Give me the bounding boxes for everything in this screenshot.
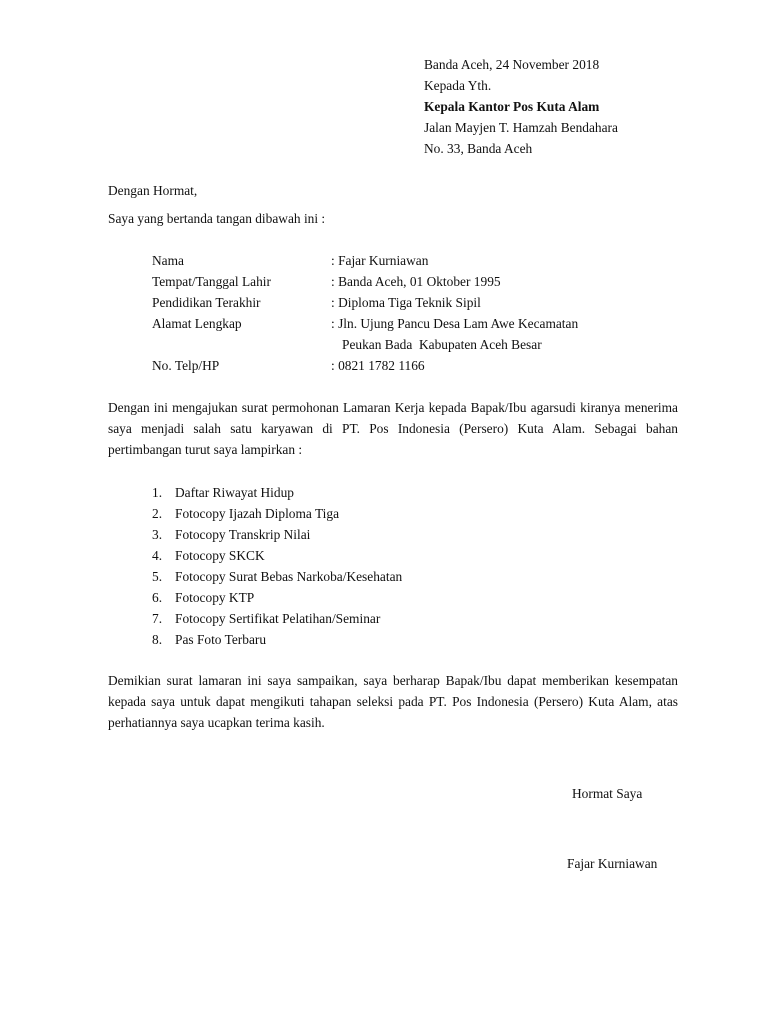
attachment-number: 4. [152,548,163,563]
closing-salutation: Hormat Saya [572,786,643,801]
closing-paragraph: Demikian surat lamaran ini saya sampaikan, saya berharap Bapak/Ibu dapat memberikan kesempatan kepada saya untuk dapat mengikuti tahapan seleksi pada PT. Pos Indonesia (Persero) Kuta Alam, atas perhatiannya saya ucapkan terima kasih. [108,673,678,731]
field-value-alamat-cont: Peukan Bada Kabupaten Aceh Besar [342,337,542,352]
salutation-to: Kepada Yth. [424,78,492,93]
attachment-number: 2. [152,506,163,521]
attachment-item: Daftar Riwayat Hidup [175,485,294,500]
attachment-number: 7. [152,611,163,626]
body-paragraph: Dengan ini mengajukan surat permohonan Lamaran Kerja kepada Bapak/Ibu agarsudi kiranya menerima saya menjadi salah satu karyawan di PT. Pos Indonesia (Persero) Kuta Alam. Sebagai bahan pertimbangan turut saya lampirkan : [108,400,678,458]
field-label-alamat: Alamat Lengkap [152,316,242,331]
attachment-item: Fotocopy Sertifikat Pelatihan/Seminar [175,611,381,626]
attachment-number: 5. [152,569,163,584]
attachment-number: 3. [152,527,163,542]
field-label-ttl: Tempat/Tanggal Lahir [152,274,271,289]
field-label-telp: No. Telp/HP [152,358,220,373]
attachment-number: 1. [152,485,163,500]
field-value-telp: : 0821 1782 1166 [331,358,425,373]
attachment-item: Fotocopy Ijazah Diploma Tiga [175,506,340,521]
field-value-nama: : Fajar Kurniawan [331,253,429,268]
field-label-nama: Nama [152,253,184,268]
attachment-number: 6. [152,590,163,605]
recipient: Kepala Kantor Pos Kuta Alam [424,99,600,114]
address-line-2: No. 33, Banda Aceh [424,141,533,156]
field-label-pendidikan: Pendidikan Terakhir [152,295,261,310]
attachment-item: Fotocopy Transkrip Nilai [175,527,311,542]
field-value-pendidikan: : Diploma Tiga Teknik Sipil [331,295,481,310]
address-line-1: Jalan Mayjen T. Hamzah Bendahara [424,120,618,135]
attachment-item: Pas Foto Terbaru [175,632,267,647]
attachment-item: Fotocopy SKCK [175,548,265,563]
signer-name: Fajar Kurniawan [567,856,658,871]
greeting: Dengan Hormat, [108,183,198,198]
intro-line: Saya yang bertanda tangan dibawah ini : [108,211,326,226]
field-value-ttl: : Banda Aceh, 01 Oktober 1995 [331,274,501,289]
attachment-number: 8. [152,632,163,647]
attachment-item: Fotocopy KTP [175,590,255,605]
place-date: Banda Aceh, 24 November 2018 [424,57,600,72]
attachment-item: Fotocopy Surat Bebas Narkoba/Kesehatan [175,569,403,584]
field-value-alamat: : Jln. Ujung Pancu Desa Lam Awe Kecamatan [331,316,579,331]
